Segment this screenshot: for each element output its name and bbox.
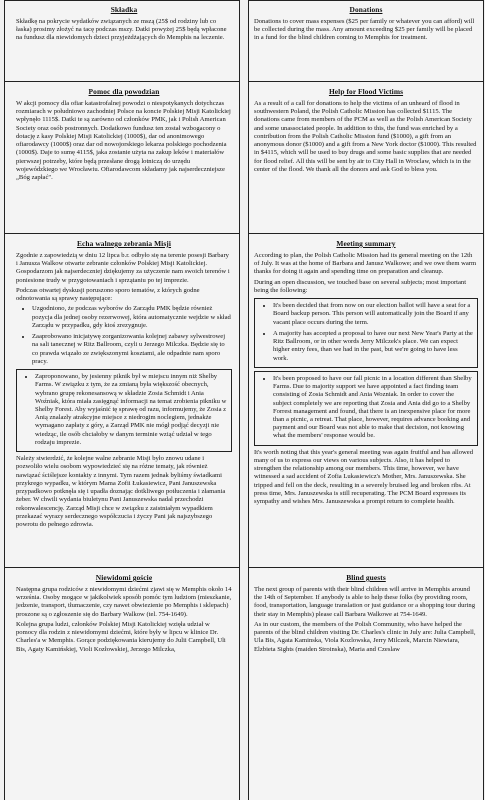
english-column (248, 0, 484, 800)
section-title: Niewidomi goście (95, 573, 153, 582)
section-title: Meeting summary (336, 239, 396, 248)
section-title: Donations (349, 5, 383, 14)
section-title: Pomoc dla powodzian (88, 87, 160, 96)
section-title: Echa walnego zebrania Misji (76, 239, 172, 248)
list-item: • It's been decided that from now on our election ballot will have a seat for a Board backup person. This person will automatically join the Board if any vacant place occurs during the term. (273, 302, 473, 327)
list-item: • Zaaprobowano inicjatywę zorganizowania kolejnej zabawy sylwestrowej na sali tanecznej w Ritz Ballroom, czyli u Jerzego Milczka. Będzie się to co prawda wiązało ze zwiększonymi kosztami, ale odpadnie nam sporo pracy. (32, 333, 232, 366)
paragraph: As in our custom, the members of the Polish Community, who have helped the parents of the blind children visiting Dr. Charles's clinic in July are: Julia Campbell, Ula Bis, Agata Kaminska, Viola Kozlowska, Jerry Milczek, Marcin Niewiara, Elzbieta Sights (maiden Stroinska), Maria and Czeslaw (254, 620, 476, 653)
list-item: • Zaproponowano, by jesienny piknik był w miejscu innym niż Shelby Farms. W związku z tym, że za zmianą była większość obecnych, wybrano grupę rekonesansową w składzie Zosia Schmidt i Ania Woźniak, która miała zasięgnąć informacji na temat zrobienia pikniku w Shelby Forest. Aby wyjaśnić tę sprawę od razu, informujemy, że Zosia z Anią znalazły atrakcyjne miejsce z niedrogim noclegiem, jednakże wymagano zapłaty z góry, a Zarząd PMK nie mógł podjąć decyzji nie wiedząc, ile osób chciałoby w danym terminie wziąć udział w tego rodzaju imprezie. (35, 373, 227, 447)
paragraph: As a result of a call for donations to help the victims of an unheard of flood in southwestern Poland, the Polish Catholic Mission has collected $1115. The donations came from members of the PCM as well as the Polish American Society and some unassociated people. In addition to this, the fund was enriched by a contribution from the Polish Catholic Mission fund ($1000), a gift from an anonymous donor ($1000) and a gift from a New York doctor ($1000). This resulted in $4115, which will be used to buy drugs and some basic supplies that are needed for flood relief. All this will be sent by air to City Hall in Wroclaw, which is in the center of the flood. We thank all the donors and ask God to bless you. (254, 100, 477, 173)
section-help-for-flood-victims (249, 82, 483, 234)
paragraph: Podczas otwartej dyskusji poruszono sporo tematów, z których godne odnotowania są sprawy następujące: (16, 286, 200, 303)
boxed-bullet-list (16, 369, 232, 452)
bullet-list (16, 305, 232, 366)
polish-column (4, 0, 240, 800)
section-echa-walnego-zebrania (5, 234, 239, 568)
paragraph: Zgodnie z zapowiedzią w dniu 12 lipca b.r. odbyło się na terenie posesji Barbary i Janusza Walkow otwarte zebranie członków Polskiej Misji Katolickiej. Gospodarzom jak najserdeczniej dziękujemy za użyczenie nam swoich terenów i poniesione trudy w przygotowaniach i sprzątaniu po tej imprezie. (16, 252, 230, 284)
section-skladka (5, 0, 239, 82)
paragraph: It's worth noting that this year's general meeting was again fruitful and has allowed many of us to express our views on various subjects. Also, it has helped to strengthen the relationship among our members. This time, however, we have witnessed a sad accident of Zofia Lukasiewicz's Mother, Mrs. Januszewska. She tripped and fell on the deck, resulting in a severely bruised leg and broken ribs. At press time, Mrs. Januszewska is still recuperating. The PCM Board expresses its sympathy and wishes Mrs. Januszewska a prompt return to complete health. (254, 448, 473, 506)
paragraph: Należy stwierdzić, że kolejne walne zebranie Misji było znowu udane i pozwoliło wielu osobom wypowiedzieć się na różne tematy, jak również nawiązać ściślejsze kontakty z innymi. Tym razem jednak byliśmy świadkami przykrego wypadku, w którym Mama Zofii Łukasiewicz, Pani Januszewska przypadkowo potknęła się i upadła doznając dotkliwego potłuczenia i złamania żeber. W chwili wydania biuletynu Pani Januszewska nadal przechodzi rekonwalescencję. Zarząd Misji chce w związku z zaistniałym wypadkiem przekazać wyrazy serdecznego współczucia i życzy Pani jak najszybszego powrotu do pełnego zdrowia. (16, 455, 226, 529)
paragraph: Składkę na pokrycie wydatków związanych ze mszą (25$ od rodziny lub co łaska) prosimy złożyć na tacę podczas mszy. Datki powyżej 25$ będą wpłacone na fundusz dla niewidomych dzieci przyjeżdżających do Memphis na leczenie. (16, 18, 227, 42)
paragraph: Kolejna grupa ludzi, członków Polskiej Misji Katolickiej wzięła udział w pomocy dla rodzin z niewidomymi dziećmi, które były w lipcu w klinice Dr. Charles'a w Memphis. Gorące podziękowania kierujemy do Julii Campbell, Uli Bis, Agaty Kamińskiej, Violi Kozłowskiej, Jerzego Milczka, (16, 620, 226, 653)
boxed-bullet-list (254, 371, 478, 446)
section-title: Help for Flood Victims (328, 87, 404, 96)
list-item: • Uzgodniono, że podczas wyborów do Zarządu PMK będzie również pozycja dla jednej osoby rezerwowej, która automatycznie wejdzie w skład Zarządu w przypadku, gdy ktoś zrezygnuje. (32, 305, 232, 330)
section-blind-guests (249, 568, 483, 768)
section-pomoc-dla-powodzian (5, 82, 239, 234)
list-item: • It's been proposed to have our fall picnic in a location different than Shelby Farms. Due to majority support we have appointed a fact finding team consisting of Zosia Schmidt and Ania Wozniak. In order to cover the subject completely we are reporting that Zosia and Ania did go to a Shelby Forrest management and found, that there is an inexpensive place for more than a picnic, a retreat. That place, however, requires advance booking and payment and our Board was not able to make that decision, not knowing what the members' response would be. (273, 375, 473, 441)
paragraph: Donations to cover mass expenses ($25 per family or whatever you can afford) will be collected during the mass. Any amount exceeding $25 per family will be placed in a fund for the blind children coming to Memphis for treatment. (254, 18, 475, 42)
section-niewidomi-goscie (5, 568, 239, 768)
paragraph: During an open discussion, we touched base on several subjects; most important being the following: (254, 278, 467, 294)
section-title: Składka (110, 5, 138, 14)
paragraph: According to plan, the Polish Catholic Mission had its general meeting on the 12th of July. It was at the home of Barbara and Janusz Walkowe; and we owe them warm thanks for doing it again and spending time on preparation and cleanup. (254, 252, 477, 276)
section-title: Blind guests (346, 573, 386, 582)
list-item: • A majority has accepted a proposal to have our next New Year's Party at the Ritz Ballroom, or in other words Jerry Milczek's place. We can expect higher entry fees, than we had in the past, but we're going to have less work. (273, 330, 473, 363)
section-donations (249, 0, 483, 82)
section-meeting-summary (249, 234, 483, 568)
paragraph: The next group of parents with their blind children will arrive in Memphis around the 14th of September. If anybody is able to help these folks (by providing room, food, transportation, language translation or just guidance or a shopping tour during their stay in Memphis) please call Barbara Walkowe at 754-1649. (254, 586, 476, 618)
boxed-bullet-list (254, 298, 478, 368)
paragraph: Następna grupa rodziców z niewidomymi dziećmi zjawi się w Memphis około 14 września. Osoby mogące w jakikolwiek sposób pomóc tym ludziom (mieszkanie, jedzenie, transport, tłumaczenie, czy nawet obwiezienie po Memphis i sklepach) proszone są o zgłoszenie się do Barbary Walkow (tel. 754-1649). (16, 586, 232, 618)
paragraph: W akcji pomocy dla ofiar katastrofalnej powodzi o niespotykanych dotychczas rozmiarach w południowo zachodniej Polsce na koncie Polskiej Misji Katolickiej wpłynęło 1115$. Datki te są zarówno od członków PMK, jak i Polish American Society oraz osób postronnych. Dodatkowo fundusz ten został wzbogacony o dotację z kasy Polskiej Misji Katolickiej (1000$), dar od anonimowego ofiarodawcy (1000$) oraz dar od nowojorskiego lekarza polskiego pochodzenia (1000$). Daje to sumę 4115$, jaka zostanie użyta na zakup leków i materiałów pierwszej potrzeby, które będą przesłane drogą lotniczą do urzędu wojewódzkiego we Wrocławiu. Ofiarodawcom składamy jak najserdeczniejsze „Bóg zapłać". (16, 100, 231, 182)
